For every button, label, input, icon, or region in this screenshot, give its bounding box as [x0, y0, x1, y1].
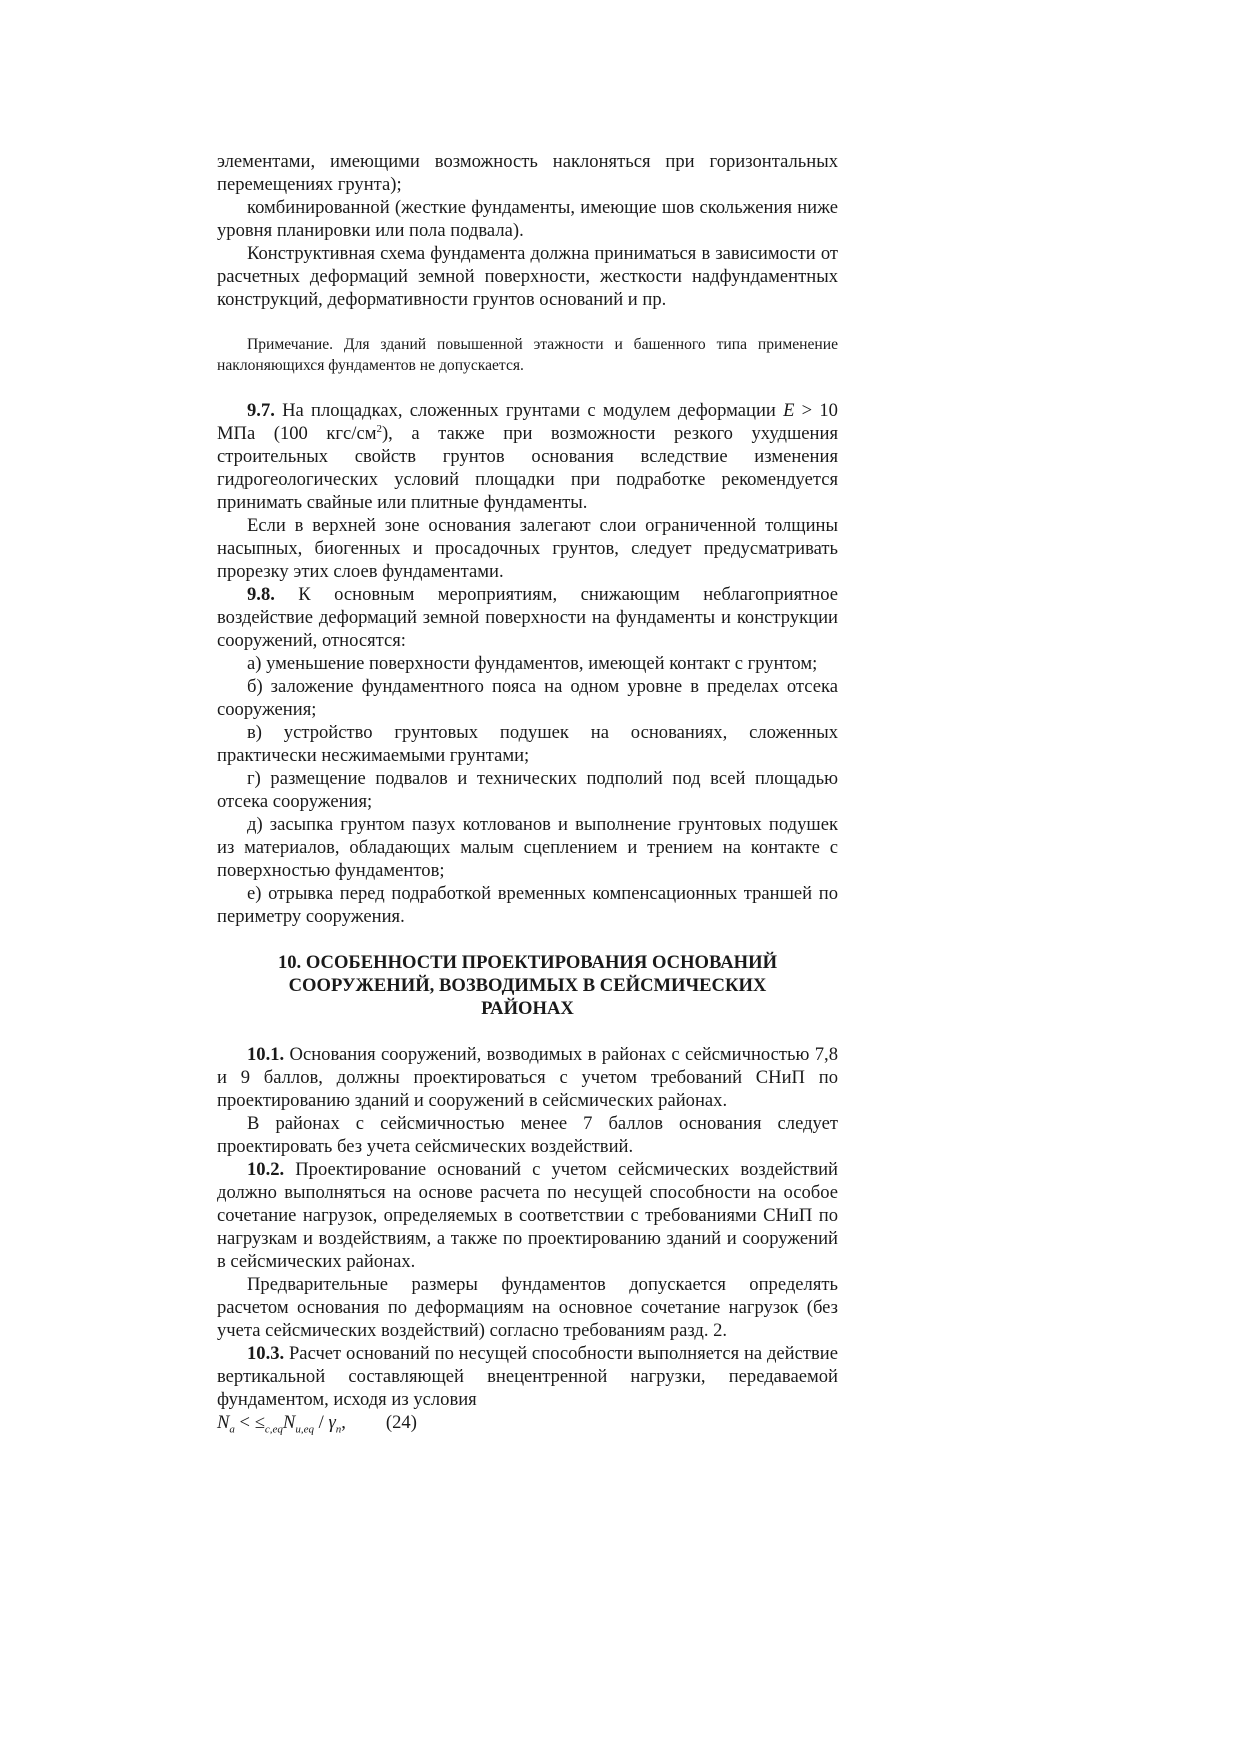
paragraph: В районах с сейсмичностью менее 7 баллов основания следует проектировать без учета сейсмических воздействий.	[217, 1113, 838, 1157]
equation-number: (24)	[385, 1412, 417, 1433]
paragraph: комбинированной (жесткие фундаменты, имеющие шов скольжения ниже уровня планировки или пола подвала).	[217, 197, 838, 241]
section-9-8: 9.8. К основным мероприятиям, снижающим неблагоприятное воздействие деформаций земной поверхности на фундаменты и конструкции сооружений, относятся:	[217, 584, 838, 651]
paragraph: Предварительные размеры фундаментов допускается определять расчетом основания по деформациям на основное сочетание нагрузок (без учета сейсмических воздействий) согласно требованиям разд. 2.	[217, 1274, 838, 1341]
section-10-1: 10.1. Основания сооружений, возводимых в районах с сейсмичностью 7,8 и 9 баллов, должны проектироваться с учетом требований СНиП по проектированию зданий и сооружений в сейсмических районах.	[217, 1044, 838, 1111]
section-number: 9.8.	[247, 584, 275, 605]
note-text: Примечание. Для зданий повышенной этажности и башенного типа применение наклоняющихся фундаментов не допускается.	[217, 336, 838, 374]
list-item: е) отрывка перед подработкой временных компенсационных траншей по периметру сооружения.	[217, 883, 838, 927]
list-item: г) размещение подвалов и технических подполий под всей площадью отсека сооружения;	[217, 768, 838, 812]
note	[217, 334, 838, 376]
list-item: в) устройство грунтовых подушек на основаниях, сложенных практически несжимаемыми грунтами;	[217, 722, 838, 766]
section-10-3: 10.3. Расчет оснований по несущей способности выполняется на действие вертикальной составляющей внецентренной нагрузки, передаваемой фундаментом, исходя из условия	[217, 1343, 838, 1410]
section-number: 10.2.	[247, 1159, 285, 1180]
paragraph: Если в верхней зоне основания залегают слои ограниченной толщины насыпных, биогенных и просадочных грунтов, следует предусматривать прорезку этих слоев фундаментами.	[217, 515, 838, 582]
paragraph: элементами, имеющими возможность наклоняться при горизонтальных перемещениях грунта);	[217, 151, 838, 195]
section-number: 10.1.	[247, 1044, 285, 1065]
section-number: 9.7.	[247, 400, 275, 421]
section-number: 10.3.	[247, 1343, 285, 1364]
paragraph: Конструктивная схема фундамента должна приниматься в зависимости от расчетных деформаций земной поверхности, жесткости надфундаментных конструкций, деформативности грунтов оснований и пр.	[217, 243, 838, 310]
section-9-7: 9.7. На площадках, сложенных грунтами с модулем деформации E > 10 МПа (100 кгс/$см^2$), а также при возможности резкого ухудшения строительных свойств грунтов основания вследствие изменения гидрогеологических условий площадки при подработке рекомендуется принимать свайные или плитные фундаменты.	[217, 400, 838, 513]
list-item: б) заложение фундаментного пояса на одном уровне в пределах отсека сооружения;	[217, 676, 838, 720]
section-10-2: 10.2. Проектирование оснований с учетом сейсмических воздействий должно выполняться на основе расчета по несущей способности на особое сочетание нагрузок, определяемых в соответствии с требованиями СНиП по нагрузкам и воздействиям, а также по проектированию зданий и сооружений в сейсмических районах.	[217, 1159, 838, 1272]
formula-24: $N_a < \le_{c,eq}N_{u,eq} / \gamma_n$, (24)	[217, 1412, 417, 1436]
list-item: д) засыпка грунтом пазух котлованов и выполнение грунтовых подушек из материалов, обладающих малым сцеплением и трением на контакте с поверхностью фундаментов;	[217, 814, 838, 881]
section-heading: 10. ОСОБЕННОСТИ ПРОЕКТИРОВАНИЯ ОСНОВАНИЙ СООРУЖЕНИЙ, ВОЗВОДИМЫХ В СЕЙСМИЧЕСКИХ РАЙОНАХ	[277, 952, 778, 1019]
list-item: а) уменьшение поверхности фундаментов, имеющей контакт с грунтом;	[247, 653, 818, 674]
document-page	[217, 150, 838, 1434]
